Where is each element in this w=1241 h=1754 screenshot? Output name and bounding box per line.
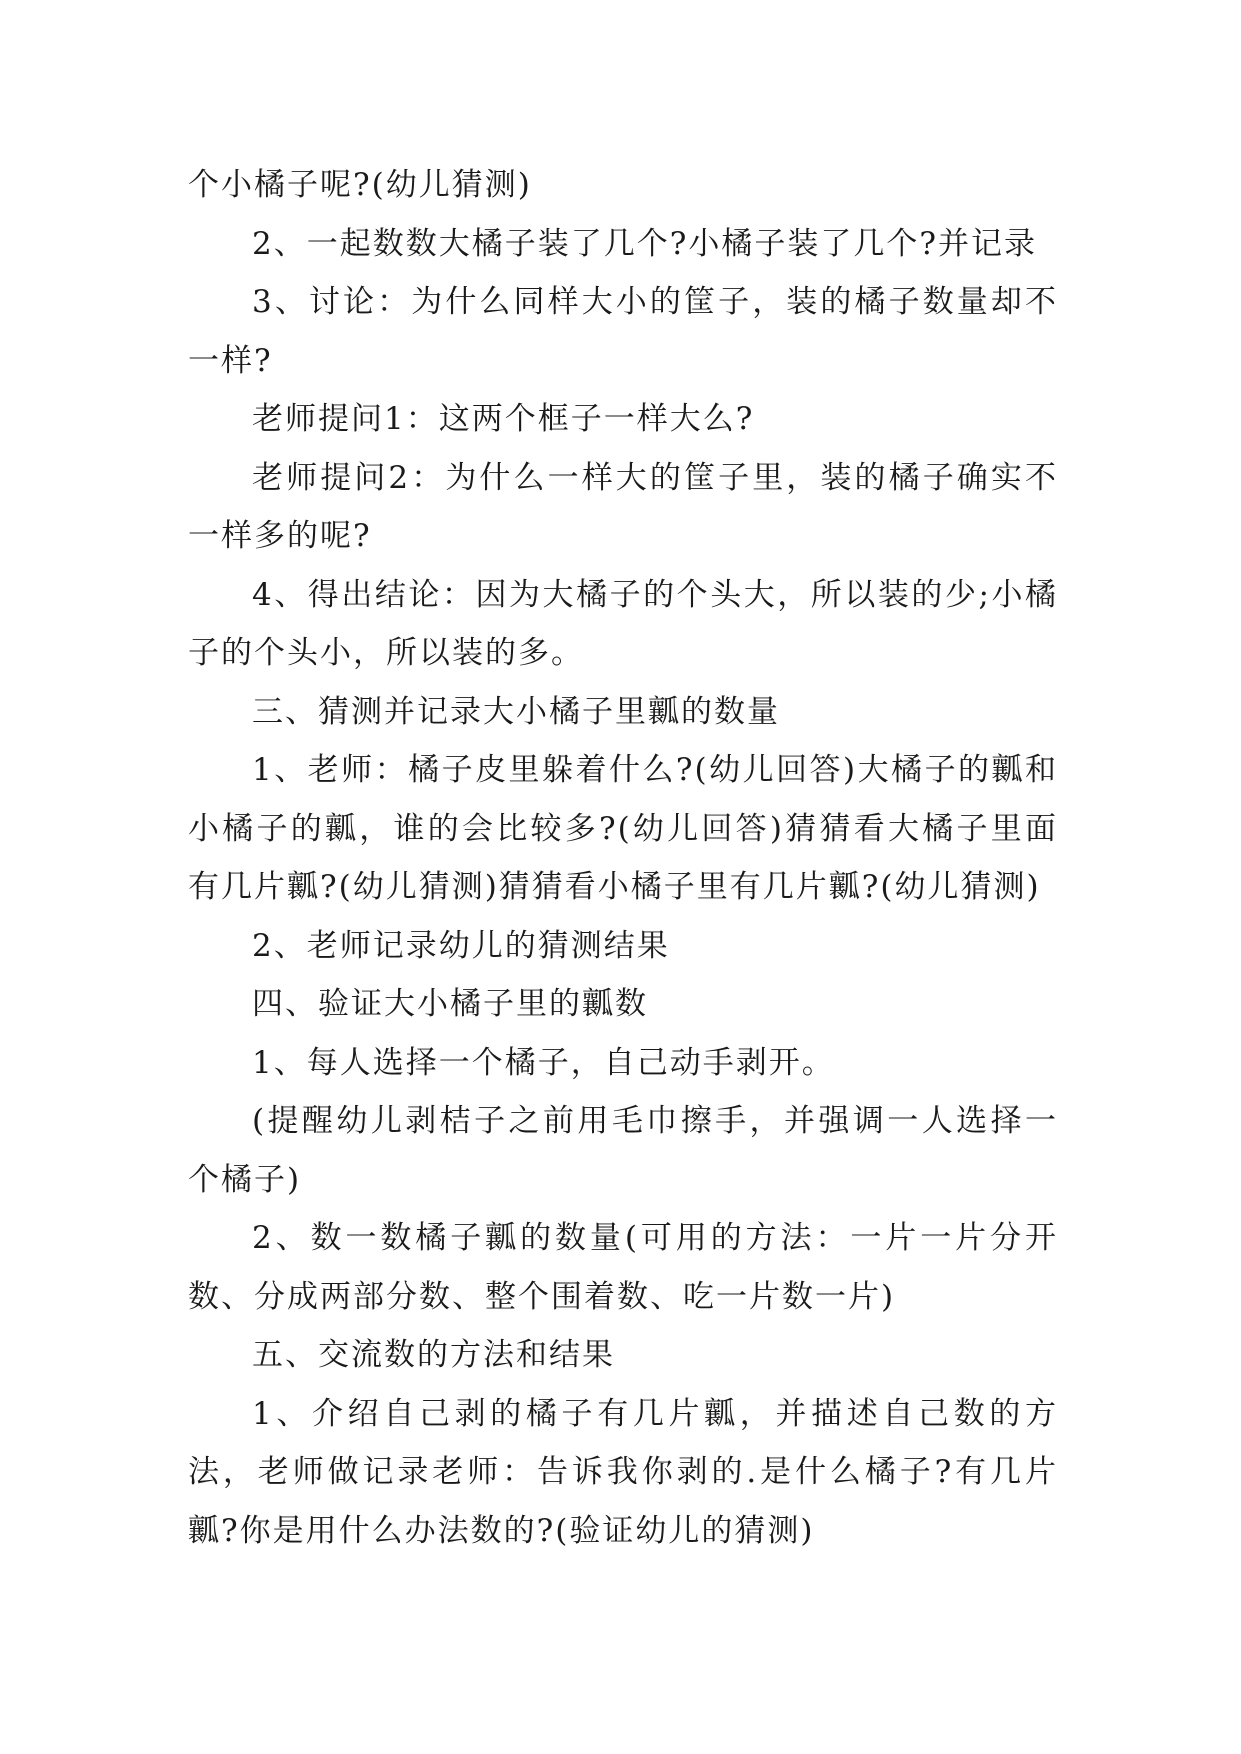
paragraph-choose-orange: 1、每人选择一个橘子，自己动手剥开。 — [252, 1044, 835, 1081]
document-body — [188, 156, 1058, 1560]
paragraph-reminder: (提醒幼儿剥桔子之前用毛巾擦手，并强调一人选择一个橘子) — [188, 1103, 1058, 1198]
paragraph-question-1: 老师提问1：这两个框子一样大么? — [252, 401, 755, 437]
paragraph-question-2: 老师提问2：为什么一样大的筐子里，装的橘子确实不一样多的呢? — [188, 459, 1058, 554]
paragraph-step-4-conclusion: 4、得出结论：因为大橘子的个头大，所以装的少;小橘子的个头小，所以装的多。 — [188, 576, 1058, 671]
section-heading-4: 四、验证大小橘子里的瓤数 — [252, 986, 648, 1022]
paragraph-introduce-method: 1、介绍自己剥的橘子有几片瓤，并描述自己数的方法，老师做记录老师：告诉我你剥的.是什么橘子?有几片瓤?你是用什么办法数的?(验证幼儿的猜测) — [188, 1395, 1058, 1549]
section-heading-3: 三、猜测并记录大小橘子里瓤的数量 — [252, 693, 780, 730]
section-heading-5: 五、交流数的方法和结果 — [252, 1337, 615, 1373]
paragraph-continuation: 个小橘子呢?(幼儿猜测) — [188, 167, 532, 203]
paragraph-count-segments: 2、数一数橘子瓤的数量(可用的方法：一片一片分开数、分成两部分数、整个围着数、吃一片数一片) — [188, 1220, 1058, 1315]
paragraph-record-guess: 2、老师记录幼儿的猜测结果 — [252, 927, 670, 964]
paragraph-step-3-discuss: 3、讨论：为什么同样大小的筐子，装的橘子数量却不一样? — [188, 284, 1058, 379]
paragraph-step-2-count: 2、一起数数大橘子装了几个?小橘子装了几个?并记录 — [252, 225, 1037, 262]
paragraph-teacher-ask: 1、老师：橘子皮里躲着什么?(幼儿回答)大橘子的瓤和小橘子的瓤，谁的会比较多?(幼儿回答)猜猜看大橘子里面有几片瓤?(幼儿猜测)猜猜看小橘子里有几片瓤?(幼儿猜测) — [188, 752, 1058, 905]
